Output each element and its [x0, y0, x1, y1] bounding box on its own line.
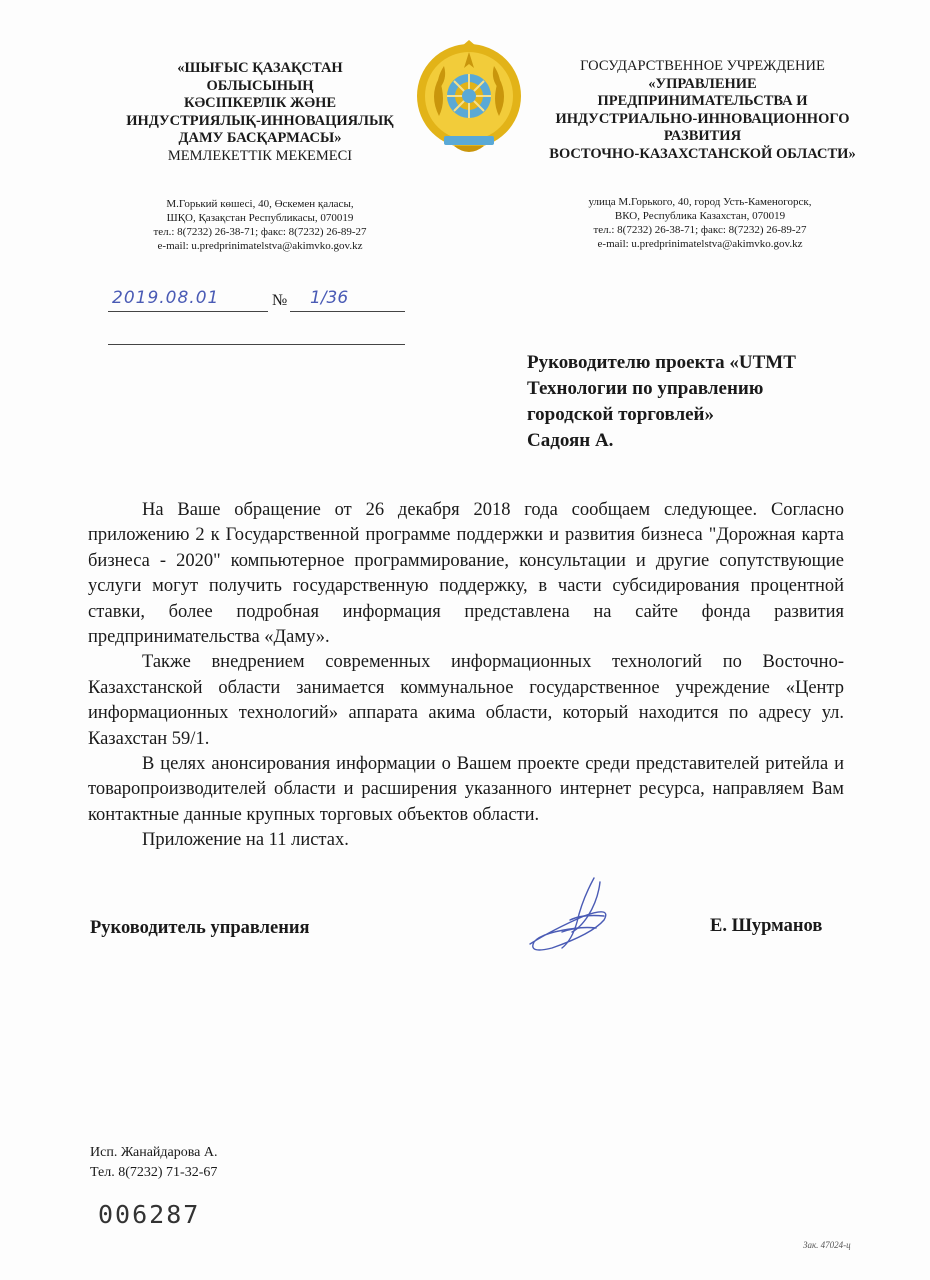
- org-name-line: ИНДУСТРИАЛЬНО-ИННОВАЦИОННОГО: [555, 110, 850, 127]
- addressee-line: Руководителю проекта «UTMT: [527, 352, 796, 373]
- address-line: М.Горький көшесі, 40, Өскемен қаласы,: [166, 198, 354, 210]
- paragraph: На Ваше обращение от 26 декабря 2018 года сообщаем следующее. Согласно приложению 2 к Государственной программе поддержки и развития бизнеса "Дорожная карта бизнеса - 2020" компьютерное программирование, консультации и другие сопутствующие услуги могут получить государственную поддержку, в части субсидирования процентной ставки, более подробная информация представлена на сайте фонда развития предпринимательства «Даму».: [88, 500, 844, 648]
- addressee-line: Технологии по управлению: [527, 378, 764, 399]
- letter-body: [88, 498, 844, 854]
- org-name-line: ДАМУ БАСҚАРМАСЫ»: [178, 130, 342, 146]
- divider: [108, 344, 405, 345]
- registration-date: 2019.08.01: [112, 288, 220, 308]
- address-kazakh: [105, 197, 415, 253]
- address-line: ШҚО, Қазақстан Республикасы, 070019: [166, 212, 354, 224]
- serial-number: 006287: [98, 1200, 201, 1229]
- divider: [108, 311, 268, 312]
- org-type: МЕМЛЕКЕТТІК МЕКЕМЕСІ: [167, 147, 353, 164]
- address-line: тел.: 8(7232) 26-38-71; факс: 8(7232) 26-89-27: [153, 226, 367, 238]
- org-name-line: «ШЫҒЫС ҚАЗАҚСТАН: [177, 60, 343, 76]
- address-line: улица М.Горького, 40, город Усть-Каменогорск,: [588, 196, 812, 208]
- executor-name: Исп. Жанайдарова А.: [90, 1145, 218, 1160]
- address-line: ВКО, Республика Казахстан, 070019: [614, 210, 786, 222]
- org-name-line: ИНДУСТРИЯЛЫҚ-ИННОВАЦИЯЛЫҚ: [126, 112, 394, 129]
- org-type: ГОСУДАРСТВЕННОЕ УЧРЕЖДЕНИЕ: [580, 58, 825, 74]
- paragraph: Приложение на 11 листах.: [142, 830, 349, 851]
- address-line: e-mail: u.predprinimatelstva@akimvko.gov.kz: [157, 240, 363, 252]
- address-russian: [545, 195, 855, 251]
- addressee-line: Садоян А.: [527, 430, 614, 451]
- address-line: e-mail: u.predprinimatelstva@akimvko.gov.kz: [597, 238, 803, 250]
- org-name-line: «УПРАВЛЕНИЕ: [648, 75, 757, 92]
- state-emblem-icon: [414, 38, 524, 160]
- paragraph: В целях анонсирования информации о Вашем проекте среди представителей ритейла и товаропроизводителей области и расширения указанного интернет ресурса, направляем Вам контактные данные крупных торговых объектов области.: [88, 754, 844, 825]
- executor-info: [90, 1143, 218, 1183]
- handwritten-signature-icon: [522, 870, 627, 960]
- org-name-line: ОБЛЫСЫНЫҢ: [206, 77, 314, 94]
- paragraph: Также внедрением современных информационных технологий по Восточно-Казахстанской области занимается коммунальное государственное учреждение «Центр информационных технологий» аппарата акима области, который находится по адресу ул. Казахстан 59/1.: [88, 652, 844, 749]
- org-name-line: РАЗВИТИЯ: [663, 128, 742, 144]
- address-line: тел.: 8(7232) 26-38-71; факс: 8(7232) 26-89-27: [593, 224, 807, 236]
- org-name-line: КӘСІПКЕРЛІК ЖӘНЕ: [183, 95, 337, 111]
- print-order-number: Зак. 47024-ц: [803, 1240, 851, 1250]
- addressee: [527, 350, 867, 454]
- org-name-kazakh: [95, 60, 425, 165]
- org-name-russian: [540, 58, 865, 163]
- signatory-name: Е. Шурманов: [710, 916, 823, 936]
- org-name-line: ПРЕДПРИНИМАТЕЛЬСТВА И: [597, 93, 808, 109]
- org-name-line: ВОСТОЧНО-КАЗАХСТАНСКОЙ ОБЛАСТИ»: [549, 145, 856, 162]
- registration-number: 1/36: [310, 288, 349, 308]
- divider: [290, 311, 405, 312]
- registration-number-label: №: [272, 292, 288, 309]
- signatory-title: Руководитель управления: [90, 918, 310, 938]
- addressee-line: городской торговлей»: [527, 404, 714, 425]
- executor-phone: Тел. 8(7232) 71-32-67: [90, 1165, 218, 1180]
